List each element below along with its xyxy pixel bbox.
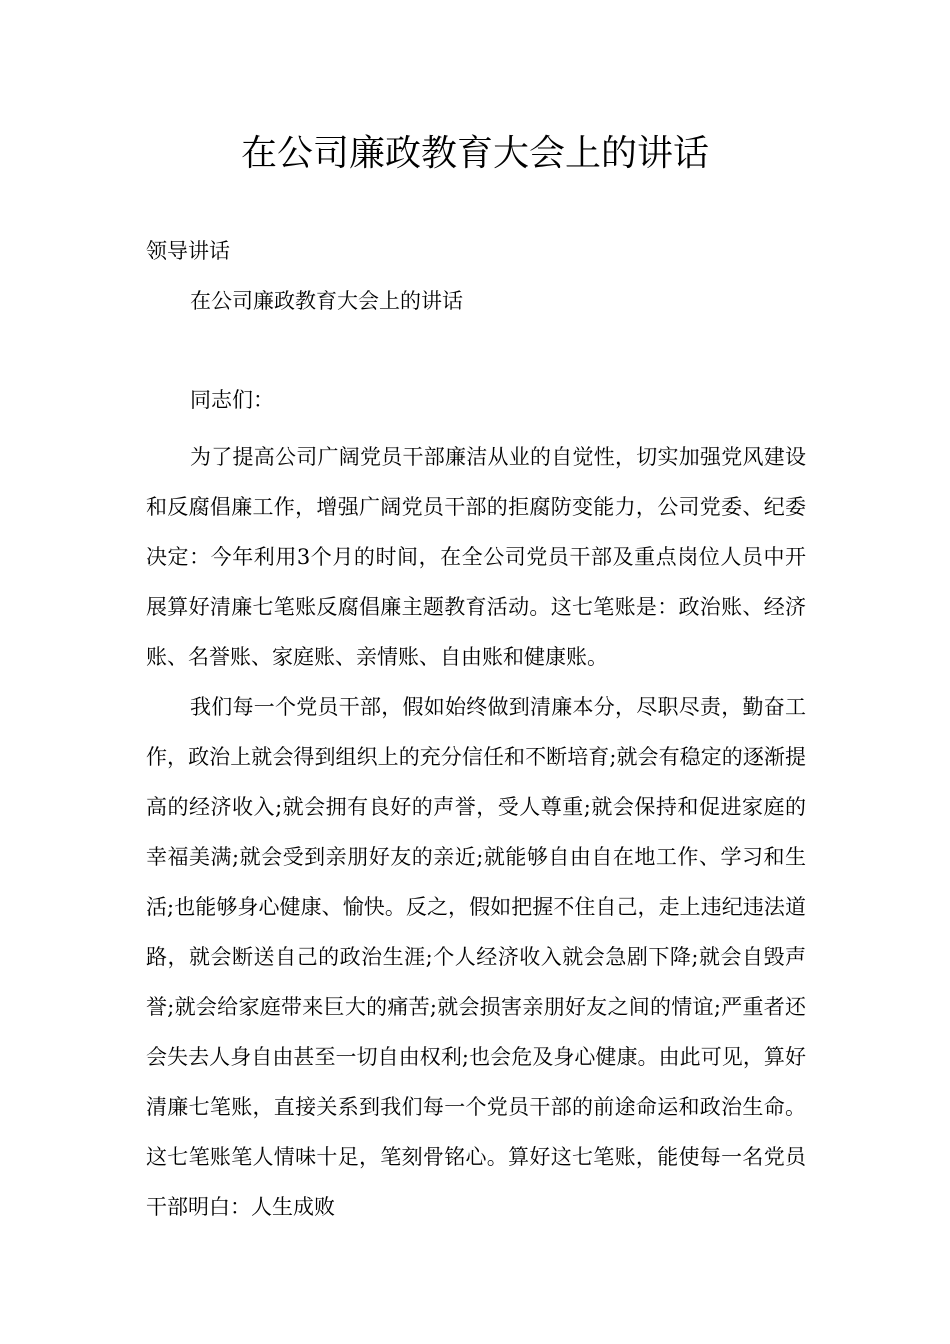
salutation: 同志们： [190,388,274,412]
document-subtitle: 在公司廉政教育大会上的讲话 [190,289,463,313]
paragraph-1: 为了提高公司广阔党员干部廉洁从业的自觉性，切实加强党风建设和反腐倡廉工作，增强广阔党员干部的拒腐防变能力，公司党委、纪委决定：今年利用3个月的时间，在全公司党员干部及重点岗位人员中开展算好清廉七笔账反腐倡廉主题教育活动。这七笔账是：政治账、经济账、名誉账、家庭账、亲情账、自由账和健康账。 [146,445,806,669]
paragraph-2: 我们每一个党员干部，假如始终做到清廉本分，尽职尽责，勤奋工作，政治上就会得到组织上的充分信任和不断培育;就会有稳定的逐渐提高的经济收入;就会拥有良好的声誉，受人尊重;就会保持和促进家庭的幸福美满;就会受到亲朋好友的亲近;就能够自由自在地工作、学习和生活;也能够身心健康、愉快。反之，假如把握不住自己，走上违纪违法道路，就会断送自己的政治生涯;个人经济收入就会急剧下降;就会自毁声誉;就会给家庭带来巨大的痛苦;就会损害亲朋好友之间的情谊;严重者还会失去人身自由甚至一切自由权利;也会危及身心健康。由此可见，算好清廉七笔账，直接关系到我们每一个党员干部的前途命运和政治生命。这七笔账笔人情味十足，笔刻骨铭心。算好这七笔账，能使每一名党员干部明白：人生成败 [146,695,806,1219]
document-category: 领导讲话 [146,239,230,263]
document-body [146,432,806,1232]
document-title: 在公司廉政教育大会上的讲话 [240,133,709,174]
